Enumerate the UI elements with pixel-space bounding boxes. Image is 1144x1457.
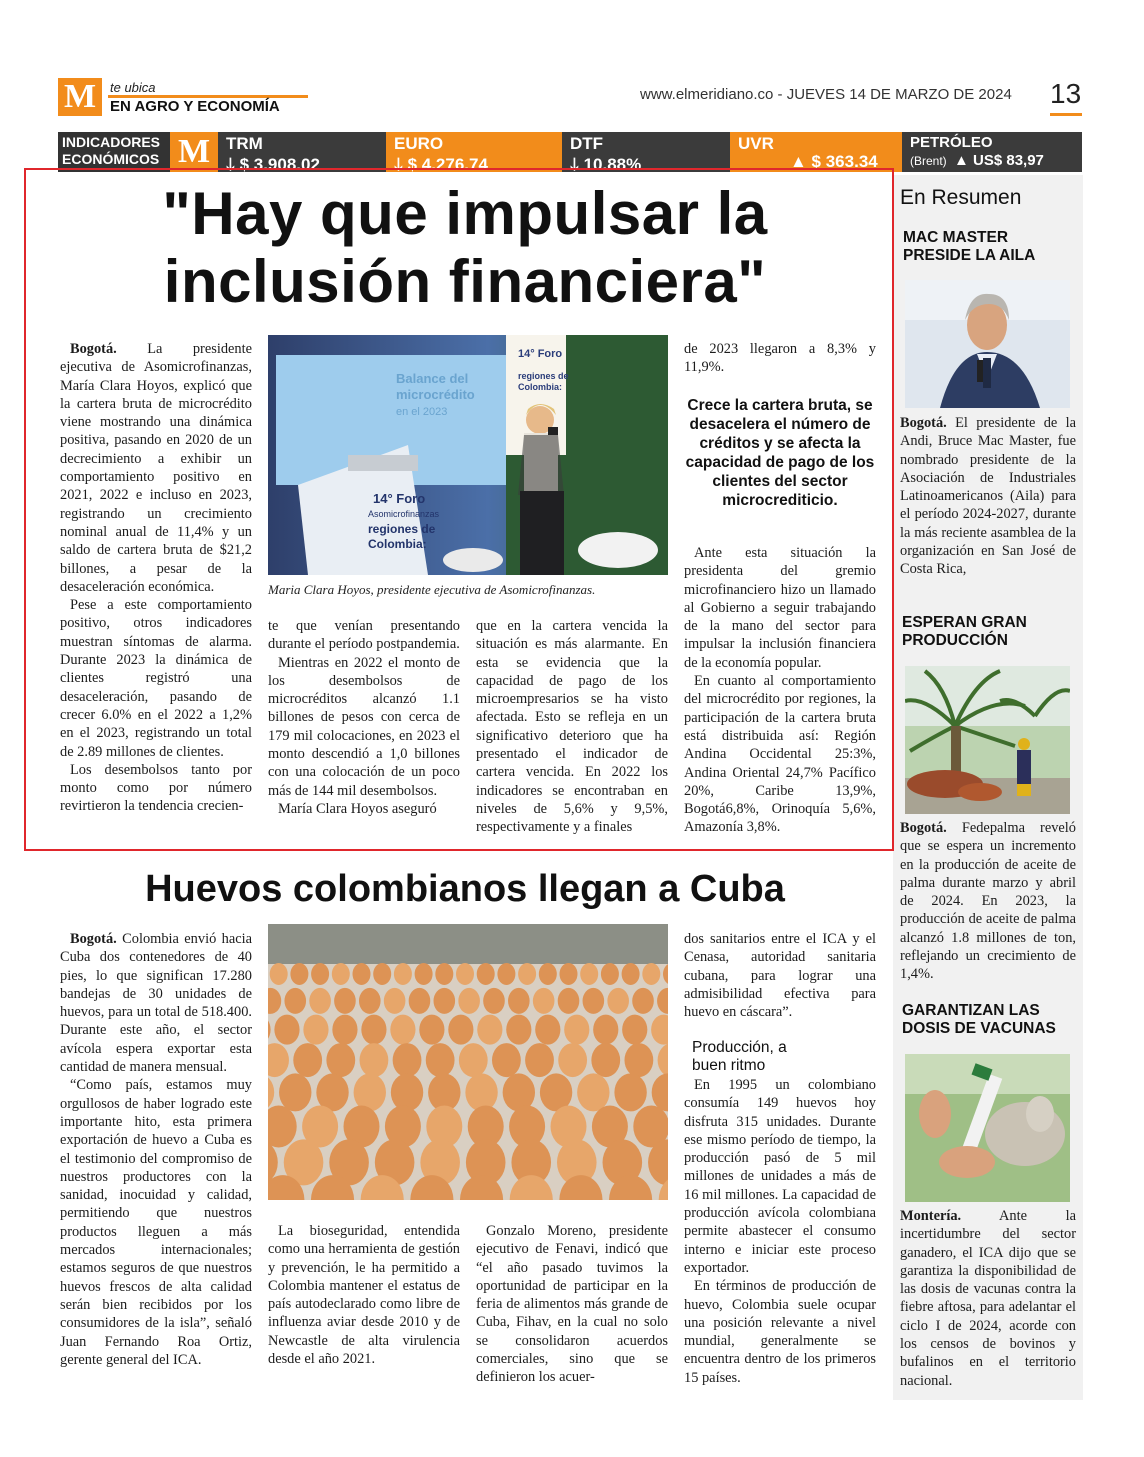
article2-column-3: Gonzalo Moreno, presidente ejecutivo de Fenavi, indicó que “el año pasado tuvimos la oportunidad de participar en la feria de alimentos más grande de Cuba, Fihav, en la cual no solo se consolidaron acuerdos comerciales, sino que se definieron los acuer- — [476, 1223, 668, 1386]
section-kicker-small: te ubica — [110, 80, 156, 95]
svg-text:microcrédito: microcrédito — [396, 387, 475, 402]
article1-pullquote: Crece la cartera bruta, se desacelera el número de créditos y se afecta la capacidad de pago de los clientes del sector microcrediticio. — [685, 397, 875, 509]
page-number-underline — [1050, 113, 1082, 116]
article1-caption: Maria Clara Hoyos, presidente ejecutiva de Asomicrofinanzas. — [268, 582, 596, 597]
article2-headline: Huevos colombianos llegan a Cuba — [145, 868, 785, 910]
sidebar-photo-mac-master — [905, 280, 1070, 408]
sidebar-title: En Resumen — [900, 186, 1022, 209]
indicator-petroleo: PETRÓLEO (Brent) ▲ US$ 83,97 — [902, 132, 1082, 172]
sidebar-item-3-head: GARANTIZAN LAS DOSIS DE VACUNAS — [902, 1002, 1056, 1037]
article2-column-4: dos sanitarios entre el ICA y el Cenasa, autoridad sanitaria cubana, para lograr una admisibilidad efectiva para huevo en cáscara”. — [684, 931, 876, 1021]
indicator-uvr: UVR ▲ $ 363.34 — [730, 132, 902, 172]
sidebar-item-1-head: MAC MASTER PRESIDE LA AILA — [903, 229, 1036, 264]
sidebar-photo-palm — [905, 666, 1070, 814]
svg-text:Colombia:: Colombia: — [368, 537, 427, 551]
indicator-trm: TRM 🡓 $ 3.908.02 — [218, 132, 386, 172]
page-number: 13 — [1050, 78, 1082, 109]
svg-text:Colombia:: Colombia: — [518, 382, 562, 392]
article1-headline: "Hay que impulsar la inclusión financiera" — [162, 180, 768, 315]
article2-column-4b: En 1995 un colombiano consumía 149 huevos hoy disfruta 315 unidades. Durante ese mismo período de tiempo, la producción pasó de 5 mil millones de unidades a más de 16 mil millones. La capacidad de producción avícola colombiana permite abastecer el consumo interno e iniciar este proceso exportador. En términos de producción de huevo, Colombia suele ocupar una posición relevante a nivel mundial, generalmente se encuentra dentro de los primeros 15 países. — [684, 1077, 876, 1386]
section-title: EN AGRO Y ECONOMÍA — [110, 98, 280, 115]
sidebar-item-2-text: Bogotá. Fedepalma reveló que se espera un incremento en la producción de aceite de palma durante marzo y abril de 2024. En 2023, la producción de aceite de palma alcanzó 1.8 millones de ton, reflejando un crecimiento de 1,4%. — [900, 820, 1076, 983]
svg-text:regiones de: regiones de — [518, 371, 569, 381]
photo-slide-text: Balance del — [396, 371, 469, 386]
article2-dateline: Bogotá. — [70, 931, 117, 947]
svg-text:Asomicrofinanzas: Asomicrofinanzas — [368, 509, 440, 519]
indicator-dtf: DTF 🡓 10.88% — [562, 132, 730, 172]
article2-column-2: La bioseguridad, entendida como una herramienta de gestión y prevención, le ha permitido a Colombia mantener el estatus de país autodeclarado como libre de influenza aviar desde 2010 y de Newcastle de alta virulencia desde el año 2021. — [268, 1223, 460, 1368]
article2-subhead: Producción, a buen ritmo — [692, 1039, 787, 1074]
article1-dateline: Bogotá. — [70, 341, 117, 357]
article1-column-4b: Ante esta situación la presidenta del gremio microfinanciero hizo un llamado al Gobierno a seguir trabajando de la mano del sector para impulsar la inclusión financiera de la economía popular. En cuanto al comportamiento del microcrédito por regiones, la participación de la cartera bruta está distribuida así: Región Andina Occidental 25:3%, Andina Oriental 24,7% Pacífico 20%, Caribe 13,9%, Bogotá6,8%, Orinoquía 5,6%, Amazonía 3,8%. — [684, 545, 876, 836]
indicator-euro: EURO 🡓 $ 4.276.74 — [386, 132, 562, 172]
svg-text:14° Foro: 14° Foro — [518, 348, 563, 360]
sidebar-photo-vaccine — [905, 1054, 1070, 1202]
sidebar-item-3-text: Montería. Ante la incertidumbre del sector ganadero, el ICA dijo que se garantiza la disponibilidad de las dosis de vacunas contra la fiebre aftosa, para adelantar el ciclo I de 2024, acorde con los censos de bovinos y bufalinos en el territorio nacional. — [900, 1208, 1076, 1389]
svg-text:en el 2023: en el 2023 — [396, 406, 448, 418]
article1-column-2: te que venían presentando durante el período postpandemia. Mientras en 2022 el monto de los desembolsos de microcréditos alcanzó 1.1 billones de pesos con cerca de 179 mil colocaciones, en 2023 el monto descendió a 1,0 billones con una colocación de un poco más de 144 mil desembolsos. María Clara Hoyos aseguró — [268, 618, 460, 817]
article1-column-4: de 2023 llegaron a 8,3% y 11,9%. — [684, 341, 876, 376]
article1-photo — [268, 335, 668, 575]
indicators-label: INDICADORES ECONÓMICOS — [58, 132, 170, 172]
dateline: www.elmeridiano.co - JUEVES 14 DE MARZO DE 2024 — [640, 86, 1012, 103]
svg-text:regiones de: regiones de — [368, 522, 436, 536]
sidebar-item-1-text: Bogotá. El presidente de la Andi, Bruce Mac Master, fue nombrado presidente de la Asociación de Industriales Latinoamericanos (Aila) para el período 2024-2027, durante la más reciente asamblea de la organización en San José de Costa Rica, — [900, 415, 1076, 578]
article1-column-3: que en la cartera vencida la situación es más alarmante. En esta se evidencia que la capacidad de pago de los microempresarios se ha visto afectada. Esto se refleja en un significativo deterioro que ha presentado el indicador de cartera vencida. En 2022 los indicadores se encontraban en niveles de 5,6% y 9,5%, respectivamente y a finales — [476, 618, 668, 836]
article2-photo-eggs — [268, 924, 668, 1200]
logo: M — [58, 78, 102, 116]
sidebar-item-2-head: ESPERAN GRAN PRODUCCIÓN — [902, 614, 1027, 649]
indicators-logo: M — [170, 132, 218, 172]
article1-column-1: Bogotá. La presidente ejecutiva de Asomicrofinanzas, María Clara Hoyos, explicó que la cartera bruta de microcrédito viene mostrando una dinámica positiva, pasando en 2020 de un decrecimiento a exhibir un comportamiento positivo en 2021, 2022 e incluso en 2023, registrando un crecimiento nominal anual de 11,4% y un saldo de cartera bruta de $21,2 billones, a pesar de la desaceleración económica. Pese a este comportamiento positivo, otros indicadores muestran síntomas de alarma. Durante 2023 la dinámica de clientes registró una desaceleración, pasando de crecer 6.0% en el 2022 a 1,2% en el 2023, registrando un total de 2.89 millones de clientes. Los desembolsos tanto por monto como por número revirtieron la tendencia crecien- — [60, 341, 252, 815]
article2-column-1: Bogotá. Colombia envió hacia Cuba dos contenedores de 40 pies, lo que significan 17.280 bandejas de 30 unidades de huevos, para un total de 518.400. Durante este año, el sector avícola espera exportar esta cantidad de manera mensual. “Como país, estamos muy orgullosos de haber logrado este importante hito, esta primera exportación de huevo a Cuba es el testimonio del compromiso de nuestros productores con la sanidad, inocuidad y calidad, permitiendo que nuestros productos lleguen a más mercados internacionales; estamos seguros de que nuestros huevos frescos de alta calidad serán bien recibidos por los consumidores de la isla”, señaló Juan Fernando Roa Ortiz, gerente general del ICA. — [60, 931, 252, 1368]
photo-podium-text: 14° Foro — [373, 491, 426, 506]
